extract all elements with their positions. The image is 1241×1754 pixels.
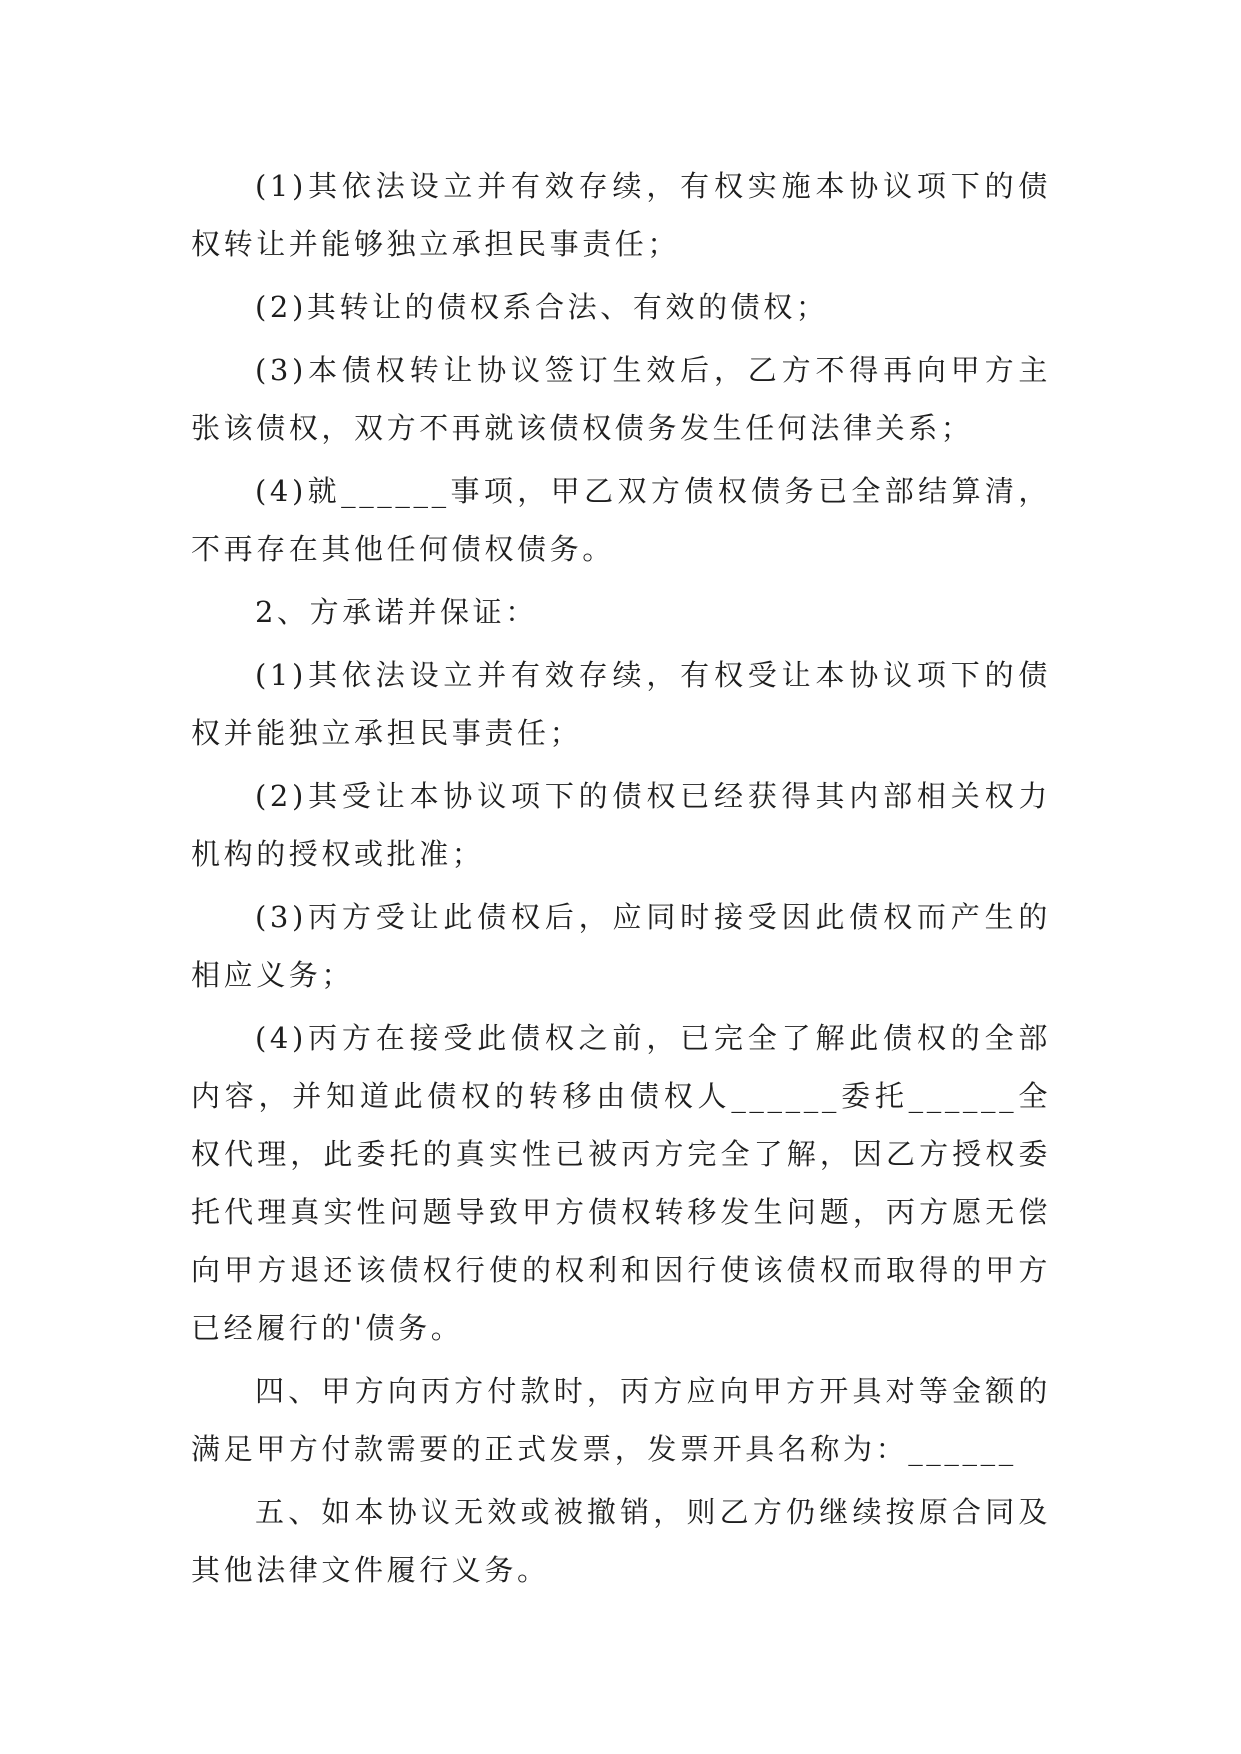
paragraph-8: (3)丙方受让此债权后，应同时接受因此债权而产生的相应义务； — [191, 900, 1051, 992]
paragraph-3: (3)本债权转让协议签订生效后，乙方不得再向甲方主张该债权，双方不再就该债权债务发生任何法律关系； — [191, 353, 1051, 445]
paragraph-4: (4)就______事项，甲乙双方债权债务已全部结算清，不再存在其他任何债权债务。 — [191, 474, 1051, 566]
paragraph-1: (1)其依法设立并有效存续，有权实施本协议项下的债权转让并能够独立承担民事责任； — [191, 169, 1051, 261]
document-body — [191, 157, 1051, 1604]
paragraph-7: (2)其受让本协议项下的债权已经获得其内部相关权力机构的授权或批准； — [191, 779, 1051, 871]
paragraph-11: 五、如本协议无效或被撤销，则乙方仍继续按原合同及其他法律文件履行义务。 — [191, 1495, 1051, 1587]
paragraph-2: (2)其转让的债权系合法、有效的债权； — [255, 290, 829, 324]
paragraph-6: (1)其依法设立并有效存续，有权受让本协议项下的债权并能独立承担民事责任； — [191, 658, 1051, 750]
paragraph-5: 2、方承诺并保证： — [255, 595, 538, 629]
paragraph-10: 四、甲方向丙方付款时，丙方应向甲方开具对等金额的满足甲方付款需要的正式发票，发票开具名称为：______ — [191, 1374, 1051, 1466]
paragraph-9: (4)丙方在接受此债权之前，已完全了解此债权的全部内容，并知道此债权的转移由债权人______委托______全权代理，此委托的真实性已被丙方完全了解，因乙方授权委托代理真实性问题导致甲方债权转移发生问题，丙方愿无偿向甲方退还该债权行使的权利和因行使该债权而取得的甲方已经履行的'债务。 — [191, 1021, 1051, 1345]
